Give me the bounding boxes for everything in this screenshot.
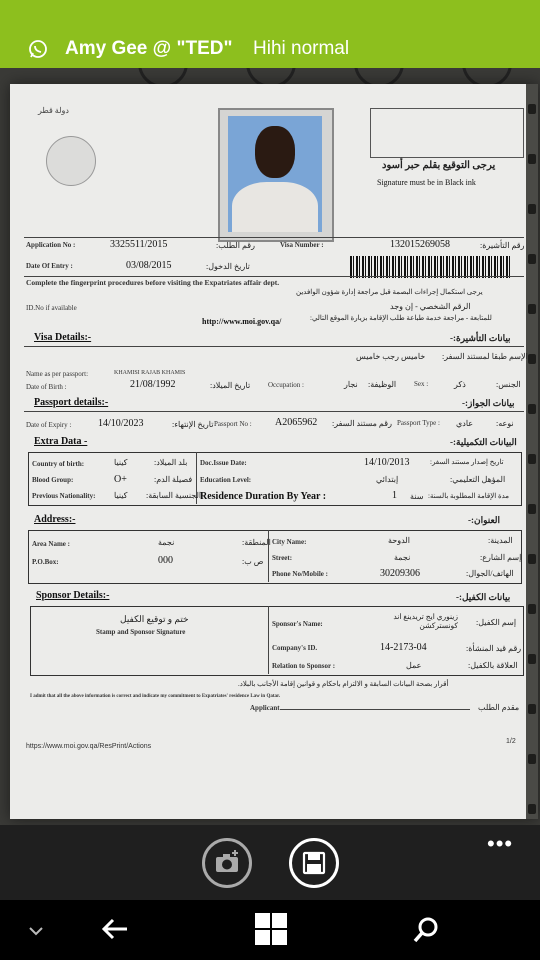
pobox-value: 000 <box>158 555 173 566</box>
declaration-ar: أقرار بصحة البيانات السابقة و الالتزام باحكام و قوانين إقامة الأجانب بالبلاد. <box>238 680 449 688</box>
stamp-ar: ختم و توقيع الكفيل <box>120 614 189 624</box>
follow-up-ar: للمتابعة - مراجعة خدمة طباعة طلب الإقامة بزيارة الموقع التالي: <box>310 314 492 322</box>
sponsor-name-ar: إسم الكفيل: <box>476 618 517 627</box>
camera-add-icon <box>205 841 249 885</box>
contact-name[interactable]: Amy Gee @ "TED" <box>65 38 233 59</box>
name-ar-label: الإسم طبقا لمستند السفر: <box>442 352 528 361</box>
birth-country-label: Country of birth: <box>32 460 85 468</box>
passport-type-value: عادي <box>456 419 474 428</box>
dob-ar: تاريخ الميلاد: <box>210 381 251 390</box>
residence-duration-label: Residence Duration By Year : <box>200 491 327 502</box>
company-id-value: 14-2173-04 <box>380 642 427 653</box>
signature-note-en: Signature must be in Black ink <box>377 178 476 187</box>
area-ar: المنطقة: <box>242 538 271 547</box>
residence-application-document <box>10 84 538 819</box>
passport-no-value: A2065962 <box>275 417 318 428</box>
prev-nationality-label: Previous Nationality: <box>32 492 96 500</box>
dob-value: 21/08/1992 <box>130 379 176 390</box>
issue-date-ar: تاريخ إصدار مستند السفر: <box>430 458 504 466</box>
image-toolbar <box>0 825 540 900</box>
sponsor-details-title-ar: بيانات الكفيل:- <box>456 592 511 602</box>
phone-value: 30209306 <box>380 568 420 579</box>
area-value: نجمة <box>158 538 175 547</box>
expiry-value: 14/10/2023 <box>98 418 144 429</box>
area-label: Area Name : <box>32 540 70 548</box>
binder-holes <box>526 84 538 819</box>
system-nav-bar <box>0 900 540 960</box>
occupation-label: Occupation : <box>268 381 304 389</box>
sex-value: ذكر <box>454 380 466 389</box>
address-title: Address:- <box>34 514 76 525</box>
visa-no-label: Visa Number : <box>280 241 324 249</box>
entry-date-ar: تاريخ الدخول: <box>206 262 250 271</box>
applicant-ar: مقدم الطلب <box>478 703 520 712</box>
birth-country-ar: بلد الميلاد: <box>154 458 188 467</box>
city-value: الدوحة <box>388 536 410 545</box>
phone-ar: الهاتف/الجوال: <box>466 569 514 578</box>
signature-box <box>370 108 524 158</box>
id-label: ID.No if available <box>26 304 77 312</box>
chat-header <box>0 0 540 68</box>
app-no-ar: رقم الطلب: <box>216 241 255 250</box>
visa-details-title: Visa Details:- <box>34 332 92 343</box>
ministry-emblem <box>46 136 96 186</box>
residence-duration-value: 1 <box>392 490 397 501</box>
more-options-button[interactable]: ••• <box>487 831 514 856</box>
footer-url: https://www.moi.gov.qa/ResPrint/Actions <box>26 743 152 750</box>
sponsor-details-title: Sponsor Details:- <box>36 590 110 601</box>
camera-add-button[interactable] <box>202 838 252 888</box>
name-value: KHAMISI RAJAB KHAMIS <box>114 370 186 376</box>
name-label: Name as per passport: <box>26 370 89 378</box>
street-ar: إسم الشارع: <box>480 553 522 562</box>
prev-nationality-value: كينيا <box>114 491 128 500</box>
name-ar-value: خاميس رجب خاميس <box>356 352 426 361</box>
extra-data-title-ar: البيانات التكميلية:- <box>450 437 517 447</box>
windows-logo-icon[interactable] <box>254 912 288 946</box>
barcode <box>350 256 510 278</box>
passport-details-title-ar: بيانات الجواز:- <box>462 398 515 408</box>
address-title-ar: العنوان:- <box>468 515 501 525</box>
pobox-ar: ص ب: <box>242 557 264 566</box>
back-arrow-icon[interactable] <box>101 917 129 941</box>
phone-label: Phone No/Mobile : <box>272 570 328 578</box>
visa-no-ar: رقم التأشيرة: <box>480 241 525 250</box>
passport-no-label: Passport No : <box>214 420 252 428</box>
image-viewer[interactable] <box>0 68 540 825</box>
chevron-down-icon[interactable] <box>28 924 44 938</box>
ministry-logo-text: دولة قطر <box>38 106 69 115</box>
whatsapp-icon <box>28 39 48 59</box>
passport-no-ar: رقم مستند السفر: <box>332 419 392 428</box>
city-ar: المدينة: <box>488 536 513 545</box>
street-value: نجمة <box>394 553 411 562</box>
search-icon[interactable] <box>413 916 441 944</box>
education-ar: المؤهل التعليمي: <box>450 475 506 484</box>
save-button[interactable] <box>289 838 339 888</box>
street-label: Street: <box>272 554 293 562</box>
declaration-en: I admit that all the above information is correct and indicate my commitment to Expatriates' residence Law in Qatar. <box>30 694 281 699</box>
pobox-label: P.O.Box: <box>32 558 59 566</box>
sex-label: Sex : <box>414 380 429 388</box>
relation-value: عمل <box>406 661 422 670</box>
passport-type-label: Passport Type : <box>397 419 440 427</box>
entry-date-value: 03/08/2015 <box>126 260 172 271</box>
residence-duration-unit: سنة <box>410 492 424 501</box>
app-no-value: 3325511/2015 <box>110 239 168 250</box>
company-id-ar: رقم قيد المنشأة: <box>466 644 522 653</box>
entry-date-label: Date Of Entry : <box>26 262 73 270</box>
education-label: Education Level: <box>200 476 252 484</box>
birth-country-value: كينيا <box>114 458 128 467</box>
education-value: إبتدائي <box>376 475 399 484</box>
blood-group-value: O+ <box>114 474 127 485</box>
sponsor-name-label: Sponsor's Name: <box>272 620 323 628</box>
passport-details-title: Passport details:- <box>34 397 109 408</box>
id-ar: الرقم الشخصي - إن وجد <box>390 302 471 311</box>
issue-date-value: 14/10/2013 <box>364 457 410 468</box>
city-label: City Name: <box>272 538 307 546</box>
occupation-value: نجار <box>344 380 358 389</box>
page-number: 1/2 <box>506 738 516 745</box>
company-id-label: Company's ID. <box>272 644 318 652</box>
applicant-label: Applicant <box>250 704 280 712</box>
app-no-label: Application No : <box>26 241 76 249</box>
blood-group-label: Blood Group: <box>32 476 74 484</box>
passport-photo <box>218 108 334 242</box>
signature-note-ar: يرجى التوقيع بقلم حبر أسود <box>382 160 496 171</box>
visa-details-title-ar: بيانات التأشيرة:- <box>450 333 511 343</box>
extra-data-title: Extra Data - <box>34 436 88 447</box>
dob-label: Date of Birth : <box>26 383 67 391</box>
contact-status: Hihi normal <box>253 38 350 59</box>
relation-ar: العلاقة بالكفيل: <box>468 661 518 670</box>
passport-type-ar: نوعه: <box>496 419 514 428</box>
issue-date-label: Doc.Issue Date: <box>200 459 247 467</box>
fingerprint-notice-ar: يرجى استكمال إجراءات البصمة قبل مراجعة إدارة شؤون الوافدين <box>296 288 483 296</box>
visa-no-value: 132015269058 <box>390 239 450 250</box>
fingerprint-notice-en: Complete the fingerprint procedures before visiting the Expatriates affair dept. <box>26 278 280 287</box>
residence-duration-ar: مدة الإقامة المطلوبة بالسنة: <box>428 492 510 500</box>
expiry-label: Date of Expiry : <box>26 421 72 429</box>
prev-nationality-ar: الجنسية السابقة: <box>146 491 202 500</box>
sponsor-name-value: زينوري ايج تريدينغ اند كونستركشن <box>393 612 458 630</box>
expiry-ar: تاريخ الإنتهاء: <box>172 420 214 429</box>
relation-label: Relation to Sponsor : <box>272 662 336 670</box>
moi-url: http://www.moi.gov.qa/ <box>202 317 282 326</box>
sex-ar: الجنس: <box>496 380 521 389</box>
occupation-ar-label: الوظيفة: <box>368 380 397 389</box>
stamp-en: Stamp and Sponsor Signature <box>96 628 186 636</box>
floppy-save-icon <box>292 841 336 885</box>
blood-group-ar: فصيلة الدم: <box>154 475 193 484</box>
